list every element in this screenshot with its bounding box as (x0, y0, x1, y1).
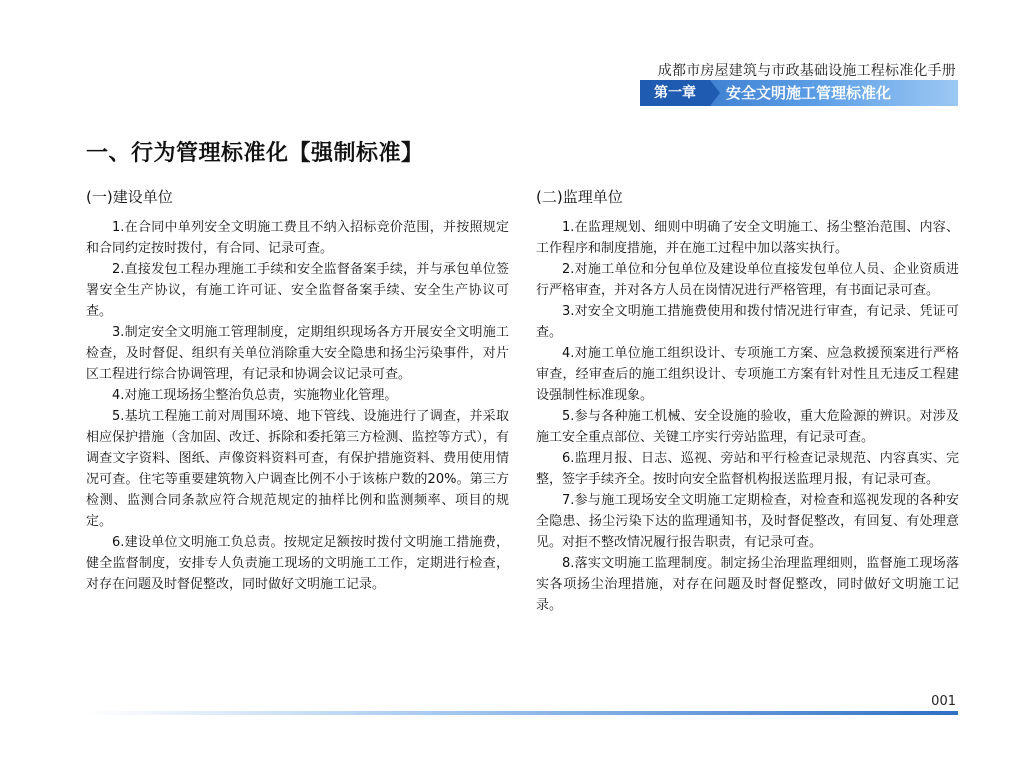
list-item: 3.对安全文明施工措施费使用和拨付情况进行审查，有记录、凭证可查。 (536, 304, 959, 340)
right-column (536, 186, 959, 616)
list-item: 4.对施工现场扬尘整治负总责，实施物业化管理。 (112, 388, 398, 403)
list-item: 6.建设单位文明施工负总责。按规定足额按时拨付文明施工措施费，健全监督制度，安排专人负责施工现场的文明施工工作，定期进行检查，对存在问题及时督促整改，同时做好文明施工记录。 (86, 535, 509, 592)
list-item: 7.参与施工现场安全文明施工定期检查，对检查和巡视发现的各种安全隐患、扬尘污染下达的监理通知书，及时督促整改，有回复、有处理意见。对拒不整改情况履行报告职责，有记录可查。 (536, 493, 959, 550)
chapter-arrow-icon (710, 80, 720, 106)
list-item: 1.在监理规划、细则中明确了安全文明施工、扬尘整治范围、内容、工作程序和制度措施，并在施工过程中加以落实执行。 (536, 220, 959, 256)
list-item: 6.监理月报、日志、巡视、旁站和平行检查记录规范、内容真实、完整，签字手续齐全。按时向安全监督机构报送监理月报，有记录可查。 (536, 451, 959, 487)
footer-divider (86, 711, 958, 715)
list-item: 8.落实文明施工监理制度。制定扬尘治理监理细则，监督施工现场落实各项扬尘治理措施，对存在问题及时督促整改，同时做好文明施工记录。 (536, 556, 959, 613)
chapter-number: 第一章 (640, 80, 710, 106)
left-column (86, 186, 509, 595)
list-item: 3.制定安全文明施工管理制度，定期组织现场各方开展安全文明施工检查，及时督促、组织有关单位消除重大安全隐患和扬尘污染事件，对片区工程进行综合协调管理，有记录和协调会议记录可查。 (86, 325, 509, 382)
page-number: 001 (931, 694, 956, 709)
list-item: 2.对施工单位和分包单位及建设单位直接发包单位人员、企业资质进行严格审查，并对各方人员在岗情况进行严格管理，有书面记录可查。 (536, 262, 959, 298)
list-item: 2.直接发包工程办理施工手续和安全监督备案手续，并与承包单位签署安全生产协议，有施工许可证、安全监督备案手续、安全生产协议可查。 (86, 262, 509, 319)
chapter-banner (640, 80, 958, 106)
list-item: 4.对施工单位施工组织设计、专项施工方案、应急救援预案进行严格审查，经审查后的施工组织设计、专项施工方案有针对性且无违反工程建设强制性标准现象。 (536, 346, 959, 403)
section-title: 一、行为管理标准化【强制标准】 (86, 141, 424, 166)
right-column-heading: (二)监理单位 (536, 188, 623, 206)
left-column-heading: (一)建设单位 (86, 188, 173, 206)
list-item: 5.参与各种施工机械、安全设施的验收，重大危险源的辨识。对涉及施工安全重点部位、关键工序实行旁站监理，有记录可查。 (536, 409, 959, 445)
list-item: 1.在合同中单列安全文明施工费且不纳入招标竞价范围，并按照规定和合同约定按时拨付，有合同、记录可查。 (86, 220, 509, 256)
list-item: 5.基坑工程施工前对周围环境、地下管线、设施进行了调查，并采取相应保护措施（含加固、改迁、拆除和委托第三方检测、监控等方式），有调查文字资料、图纸、声像资料资料可查，有保护措施资料、费用使用情况可查。住宅等重要建筑物入户调查比例不小于该栋户数的20%。第三方检测、监测合同条款应符合规范规定的抽样比例和监测频率、项目的规定。 (86, 409, 509, 529)
chapter-name: 安全文明施工管理标准化 (726, 84, 892, 102)
manual-title: 成都市房屋建筑与市政基础设施工程标准化手册 (657, 63, 956, 79)
